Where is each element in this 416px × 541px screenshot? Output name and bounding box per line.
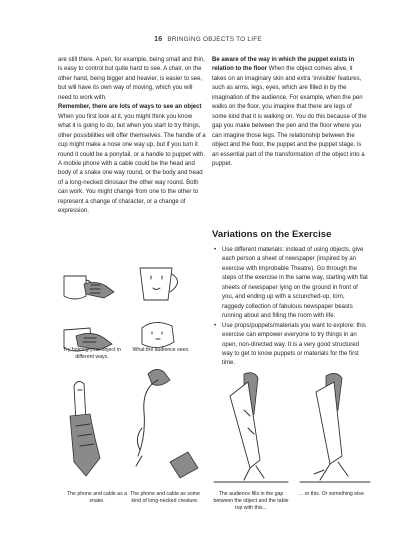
phone-snake: [70, 381, 100, 476]
paragraph-lead: Remember, there are lots of ways to see an object: [58, 104, 202, 111]
caption: What the audience sees.: [132, 347, 190, 353]
cup-face-1: [140, 268, 178, 300]
cup-illustrations: [56, 262, 206, 382]
page-number: 16: [154, 36, 163, 43]
cup-face-2: [142, 322, 174, 347]
caption: The phone and cable as a snake.: [67, 491, 127, 504]
phone-illustrations: [60, 366, 210, 490]
paragraph: [212, 56, 368, 169]
pen-puppet-1: [214, 373, 288, 482]
pen-illustrations: [210, 370, 374, 488]
paragraph-body: When the object comes alive, it takes on an imaginary skin and extra ‘invisible’ features, such as arms, legs, eyes, which are filled in by the imagination of the audience. For example, when the pen walks on the floor, you imagine that there are legs of some kind that it is walking on. You do this because of the gap you make between the pen and the floor where you can imagine those legs. The relationship between the object and the floor, the puppet and the puppet stage, is an essential part of the transformation of the object into a puppet.: [212, 66, 367, 167]
phone-creature: [136, 369, 198, 478]
hand-holding-cup-1: [64, 276, 114, 299]
running-header: [0, 36, 416, 43]
paragraph-body: When you first look at it, you might think you know what it is going to do, but when you start to try things, other possibilities will offer themselves. The handle of a cup might make a nose one way up, but if you turn it round it could be a ponytail, or a handle to puppet with. A mobile phone with a cable could be the head and body of a snake one way round, or the body and head of a long-necked dinosaur the other way round. Both can work. You might change from one to the other to represent a change of character, or a change of expression.: [58, 113, 206, 215]
running-title: BRINGING OBJECTS TO LIFE: [167, 36, 262, 43]
left-column: [58, 56, 206, 217]
caption: Try holding your object in different ways.: [63, 347, 121, 360]
caption: The audience fills in the gap between the object and the table top with this...: [213, 491, 289, 511]
list-item: • Use props/puppets/materials you want to explore: this exercise can empower everyone to try things in an open, non-directed way. It is a very good structured way to get to know puppets or materials for the first time.: [214, 322, 368, 369]
paragraph: [58, 103, 206, 216]
paragraph: are still there. A pen, for example, being small and thin, is easy to control but quite hard to see. A chair, on the other hand, being bigger and heavier, is easier to see, but will have its own way of moving, which you will need to work with.: [58, 57, 205, 101]
variations-list: [214, 246, 368, 369]
list-item: • Use different materials: instead of using objects, give each person a sheet of newspaper (inspired by an exercise with Improbable Theatre). Go through the steps of the exercise in the same way, starting with flat sheets of newspaper lying on the ground in front of you, and ending up with a scrunched-up, torn, raggedy collection of fabulous newspaper beasts running about and filling the room with life.: [214, 246, 368, 322]
section-title: Variations on the Exercise: [212, 229, 332, 240]
right-column: [212, 56, 368, 169]
caption: ... or this. Or something else.: [298, 491, 366, 497]
caption: The phone and cable as some kind of long-necked creature.: [130, 491, 200, 504]
paragraph-lead: Be aware of the way in which the puppet exists in relation to the floor: [212, 57, 355, 73]
pen-puppet-2: [300, 373, 370, 482]
